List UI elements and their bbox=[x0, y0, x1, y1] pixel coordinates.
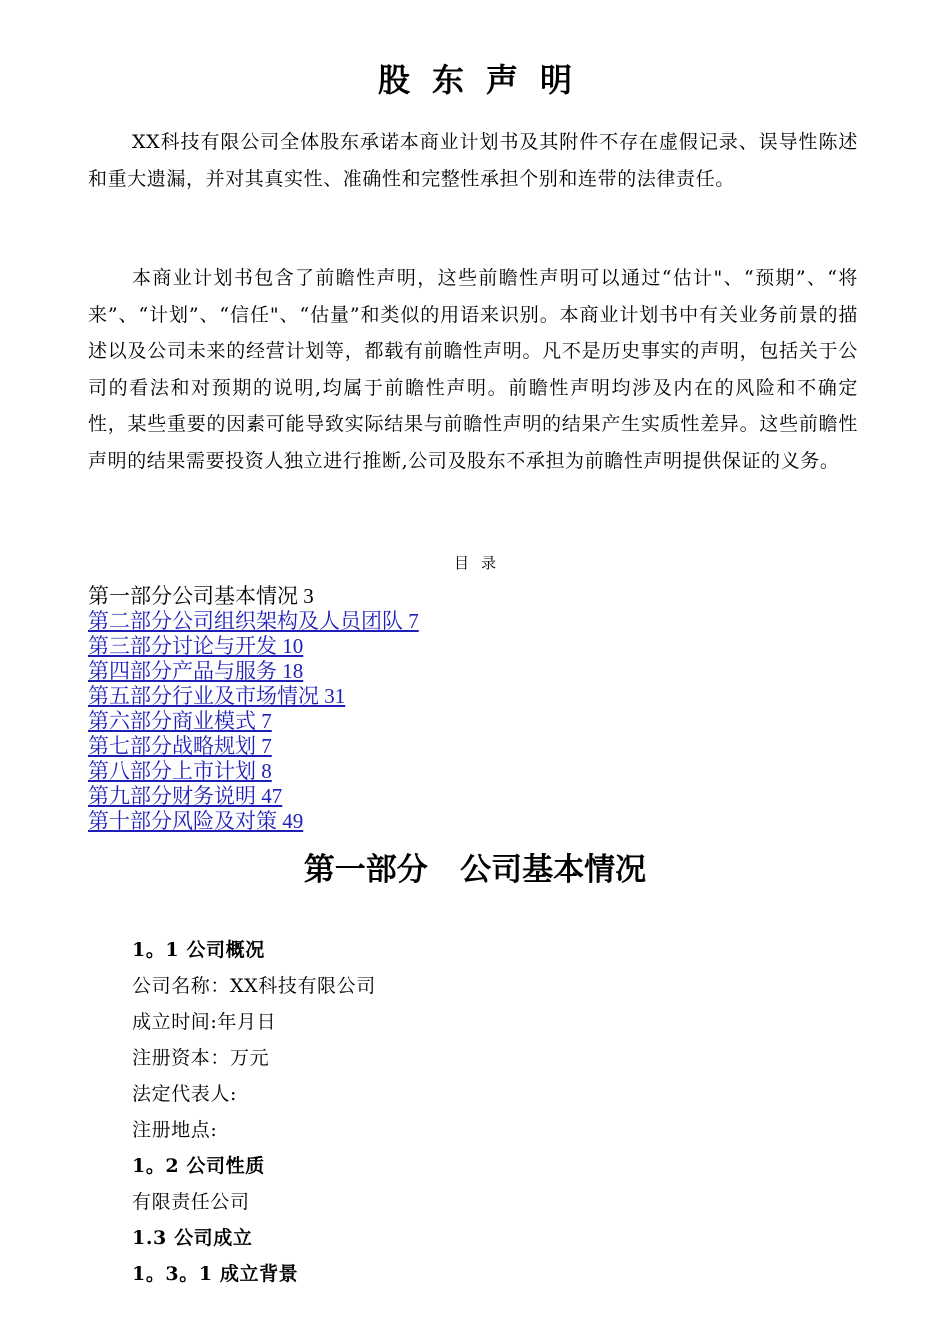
toc-item-part-6[interactable] bbox=[88, 709, 419, 734]
toc-link-part-2[interactable]: 第二部分公司组织架构及人员团队 7 bbox=[88, 609, 419, 633]
toc-link-part-9[interactable]: 第九部分财务说明 47 bbox=[88, 784, 283, 808]
toc-item-part-8[interactable] bbox=[88, 759, 419, 784]
toc-link-part-3[interactable]: 第三部分讨论与开发 10 bbox=[88, 634, 304, 658]
toc-item-part-1: 第一部分公司基本情况 3 bbox=[88, 584, 314, 608]
toc-item-part-3[interactable] bbox=[88, 634, 419, 659]
registered-capital-line: 注册资本：万元 bbox=[132, 1047, 270, 1069]
toc-item-part-7[interactable] bbox=[88, 734, 419, 759]
toc-item-part-10[interactable] bbox=[88, 809, 419, 834]
section-heading-part-1: 第一部分 公司基本情况 bbox=[303, 852, 647, 888]
subheading-overview: 1。1 公司概况 bbox=[132, 939, 265, 961]
toc-link-part-6[interactable]: 第六部分商业模式 7 bbox=[88, 709, 272, 733]
toc-link-part-10[interactable]: 第十部分风险及对策 49 bbox=[88, 809, 304, 833]
toc-item-part-9[interactable] bbox=[88, 784, 419, 809]
toc-link-part-5[interactable]: 第五部分行业及市场情况 31 bbox=[88, 684, 346, 708]
toc-item-part-5[interactable] bbox=[88, 684, 419, 709]
toc-item-part-2[interactable] bbox=[88, 609, 419, 634]
commitment-paragraph: XX科技有限公司全体股东承诺本商业计划书及其附件不存在虚假记录、误导性陈述和重大遗漏，并对其真实性、准确性和完整性承担个别和连带的法律责任。 bbox=[88, 131, 858, 190]
established-date-line: 成立时间:年月日 bbox=[132, 1011, 277, 1033]
company-overview bbox=[132, 932, 376, 1292]
subheading-nature: 1。2 公司性质 bbox=[132, 1155, 265, 1177]
toc-link-part-7[interactable]: 第七部分战略规划 7 bbox=[88, 734, 272, 758]
table-of-contents bbox=[88, 584, 419, 834]
registered-address-line: 注册地点: bbox=[132, 1119, 218, 1141]
company-name-line: 公司名称：XX科技有限公司 bbox=[132, 975, 376, 997]
declaration-title: 股东声明 bbox=[377, 61, 594, 99]
toc-title: 目录 bbox=[453, 554, 508, 572]
toc-link-part-8[interactable]: 第八部分上市计划 8 bbox=[88, 759, 272, 783]
toc-link-part-4[interactable]: 第四部分产品与服务 18 bbox=[88, 659, 304, 683]
subheading-establishment: 1.3 公司成立 bbox=[132, 1227, 253, 1249]
subheading-background: 1。3。1 成立背景 bbox=[132, 1263, 299, 1285]
toc-item-part-4[interactable] bbox=[88, 659, 419, 684]
forward-looking-paragraph: 本商业计划书包含了前瞻性声明，这些前瞻性声明可以通过“估计"、“预期”、“将来”、“计划”、“信任"、“估量”和类似的用语来识别。本商业计划书中有关业务前景的描述以及公司未来的经营计划等，都载有前瞻性声明。凡不是历史事实的声明，包括关于公司的看法和对预期的说明,均属于前瞻性声明。前瞻性声明均涉及内在的风险和不确定性，某些重要的因素可能导致实际结果与前瞻性声明的结果产生实质性差异。这些前瞻性声明的结果需要投资人独立进行推断,公司及股东不承担为前瞻性声明提供保证的义务。 bbox=[88, 267, 858, 472]
company-type-line: 有限责任公司 bbox=[132, 1191, 250, 1213]
legal-representative-line: 法定代表人: bbox=[132, 1083, 238, 1105]
